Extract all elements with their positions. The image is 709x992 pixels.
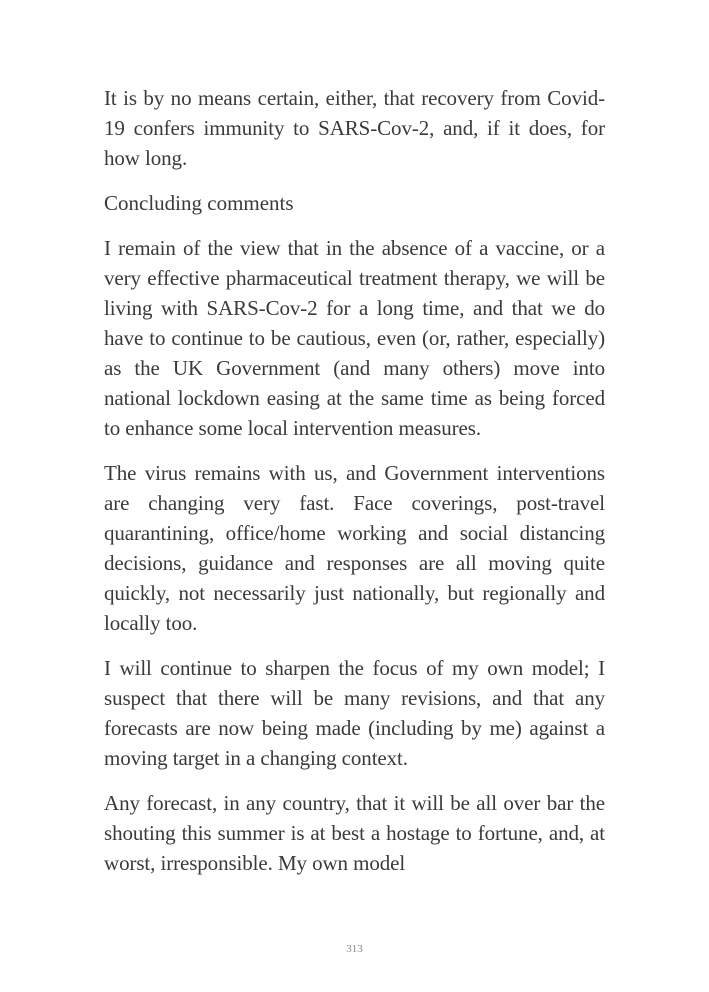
paragraph-forecast: Any forecast, in any country, that it will be all over bar the shouting this summer is at best a hostage to fortune, and, at worst, irresponsible. My own model [104,791,605,875]
page-number: 313 [346,943,363,955]
paragraph-model-focus: I will continue to sharpen the focus of my own model; I suspect that there will be many revisions, and that any forecasts are now being made (including by me) against a moving target in a changing context. [104,656,605,770]
section-heading: Concluding comments [104,191,294,215]
text-column [104,83,605,893]
paragraph-virus: The virus remains with us, and Government interventions are changing very fast. Face coverings, post-travel quarantining, office/home working and social distancing decisions, guidance and responses are all moving quite quickly, not necessarily just nationally, but regionally and locally too. [104,461,605,635]
paragraph-view: I remain of the view that in the absence of a vaccine, or a very effective pharmaceutical treatment therapy, we will be living with SARS-Cov-2 for a long time, and that we do have to continue to be cautious, even (or, rather, especially) as the UK Government (and many others) move into national lockdown easing at the same time as being forced to enhance some local intervention measures. [104,236,605,440]
paragraph-immunity: It is by no means certain, either, that recovery from Covid-19 confers immunity to SARS-Cov-2, and, if it does, for how long. [104,86,605,170]
